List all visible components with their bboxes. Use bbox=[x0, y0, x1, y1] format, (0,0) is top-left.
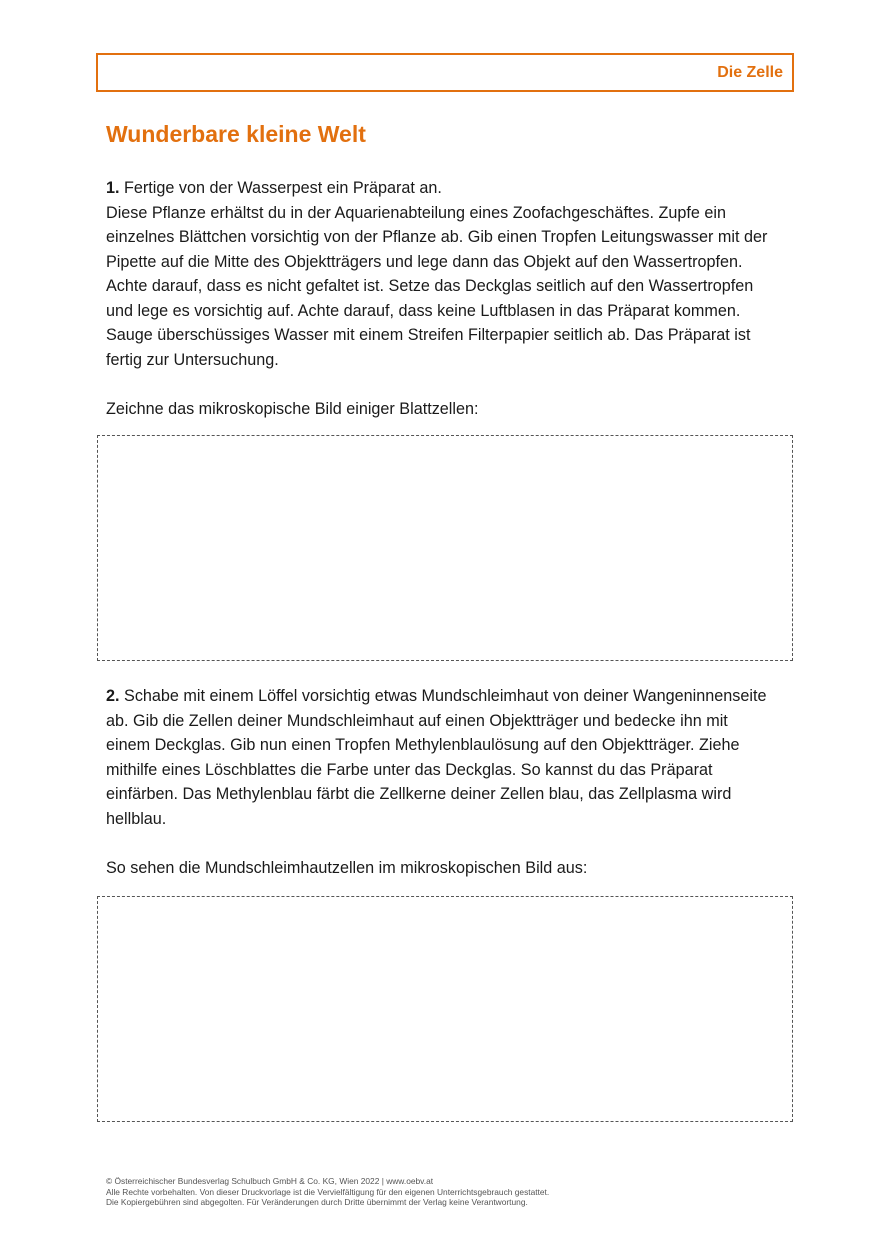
task2-number: 2. bbox=[106, 687, 120, 705]
task1-line: einzelnes Blättchen vorsichtig von der Pflanze ab. Gib einen Tropfen Leitungswasser mit der bbox=[106, 228, 768, 246]
footer-copyright: © Österreichischer Bundesverlag Schulbuch GmbH & Co. KG, Wien 2022 | www.oebv.at bbox=[106, 1176, 434, 1186]
task1-number: 1. bbox=[106, 179, 120, 197]
task1-line: fertig zur Untersuchung. bbox=[106, 350, 279, 369]
task1-text bbox=[106, 176, 796, 372]
task2-line: einfärben. Das Methylenblau färbt die Zellkerne deiner Zellen blau, das Zellplasma wird bbox=[106, 785, 732, 803]
task1-line: Pipette auf die Mitte des Objektträgers und lege dann das Objekt auf den Wassertropfen. bbox=[106, 252, 743, 271]
task1-lead: Fertige von der Wasserpest ein Präparat an. bbox=[124, 179, 442, 197]
footer-rights: Alle Rechte vorbehalten. Von dieser Druckvorlage ist die Vervielfältigung für den eigenen Unterrichtsgebrauch gestattet. bbox=[106, 1186, 550, 1197]
task2-prompt: So sehen die Mundschleimhautzellen im mikroskopischen Bild aus: bbox=[106, 859, 588, 877]
drawing-area-leaf-cells[interactable] bbox=[97, 435, 793, 661]
task2-line: hellblau. bbox=[106, 809, 167, 828]
task2-first-line-text: Schabe mit einem Löffel vorsichtig etwas Mundschleimhaut von deiner Wangeninnenseite bbox=[124, 687, 767, 705]
task1-line: und lege es vorsichtig auf. Achte darauf, dass keine Luftblasen in das Präparat kommen. bbox=[106, 301, 741, 320]
task2-first-line bbox=[106, 684, 796, 709]
task1-line: Sauge überschüssiges Wasser mit einem Streifen Filterpapier seitlich ab. Das Präparat ist bbox=[106, 326, 751, 344]
header-title: Die Zelle bbox=[717, 64, 783, 81]
page-title: Wunderbare kleine Welt bbox=[106, 121, 366, 147]
task2-line: mithilfe eines Löschblattes die Farbe unter das Deckglas. So kannst du das Präparat bbox=[106, 760, 713, 779]
task1-line: Diese Pflanze erhältst du in der Aquarienabteilung eines Zoofachgeschäftes. Zupfe ein bbox=[106, 203, 727, 222]
task1-lead-line bbox=[106, 176, 796, 201]
footer bbox=[106, 1176, 549, 1208]
task1-prompt: Zeichne das mikroskopische Bild einiger Blattzellen: bbox=[106, 400, 479, 418]
task2-line: ab. Gib die Zellen deiner Mundschleimhaut auf einen Objektträger und bedecke ihn mit bbox=[106, 711, 728, 730]
footer-disclaimer: Die Kopiergebühren sind abgegolten. Für Veränderungen durch Dritte übernimmt der Verlag keine Verantwortung. bbox=[106, 1197, 528, 1207]
task2-text bbox=[106, 684, 796, 831]
header-box bbox=[96, 53, 794, 92]
task1-line: Achte darauf, dass es nicht gefaltet ist. Setze das Deckglas seitlich auf den Wassertropfen bbox=[106, 277, 754, 295]
drawing-area-mucosa-cells[interactable] bbox=[97, 896, 793, 1122]
task2-line: einem Deckglas. Gib nun einen Tropfen Methylenblaulösung auf den Objektträger. Ziehe bbox=[106, 736, 740, 754]
